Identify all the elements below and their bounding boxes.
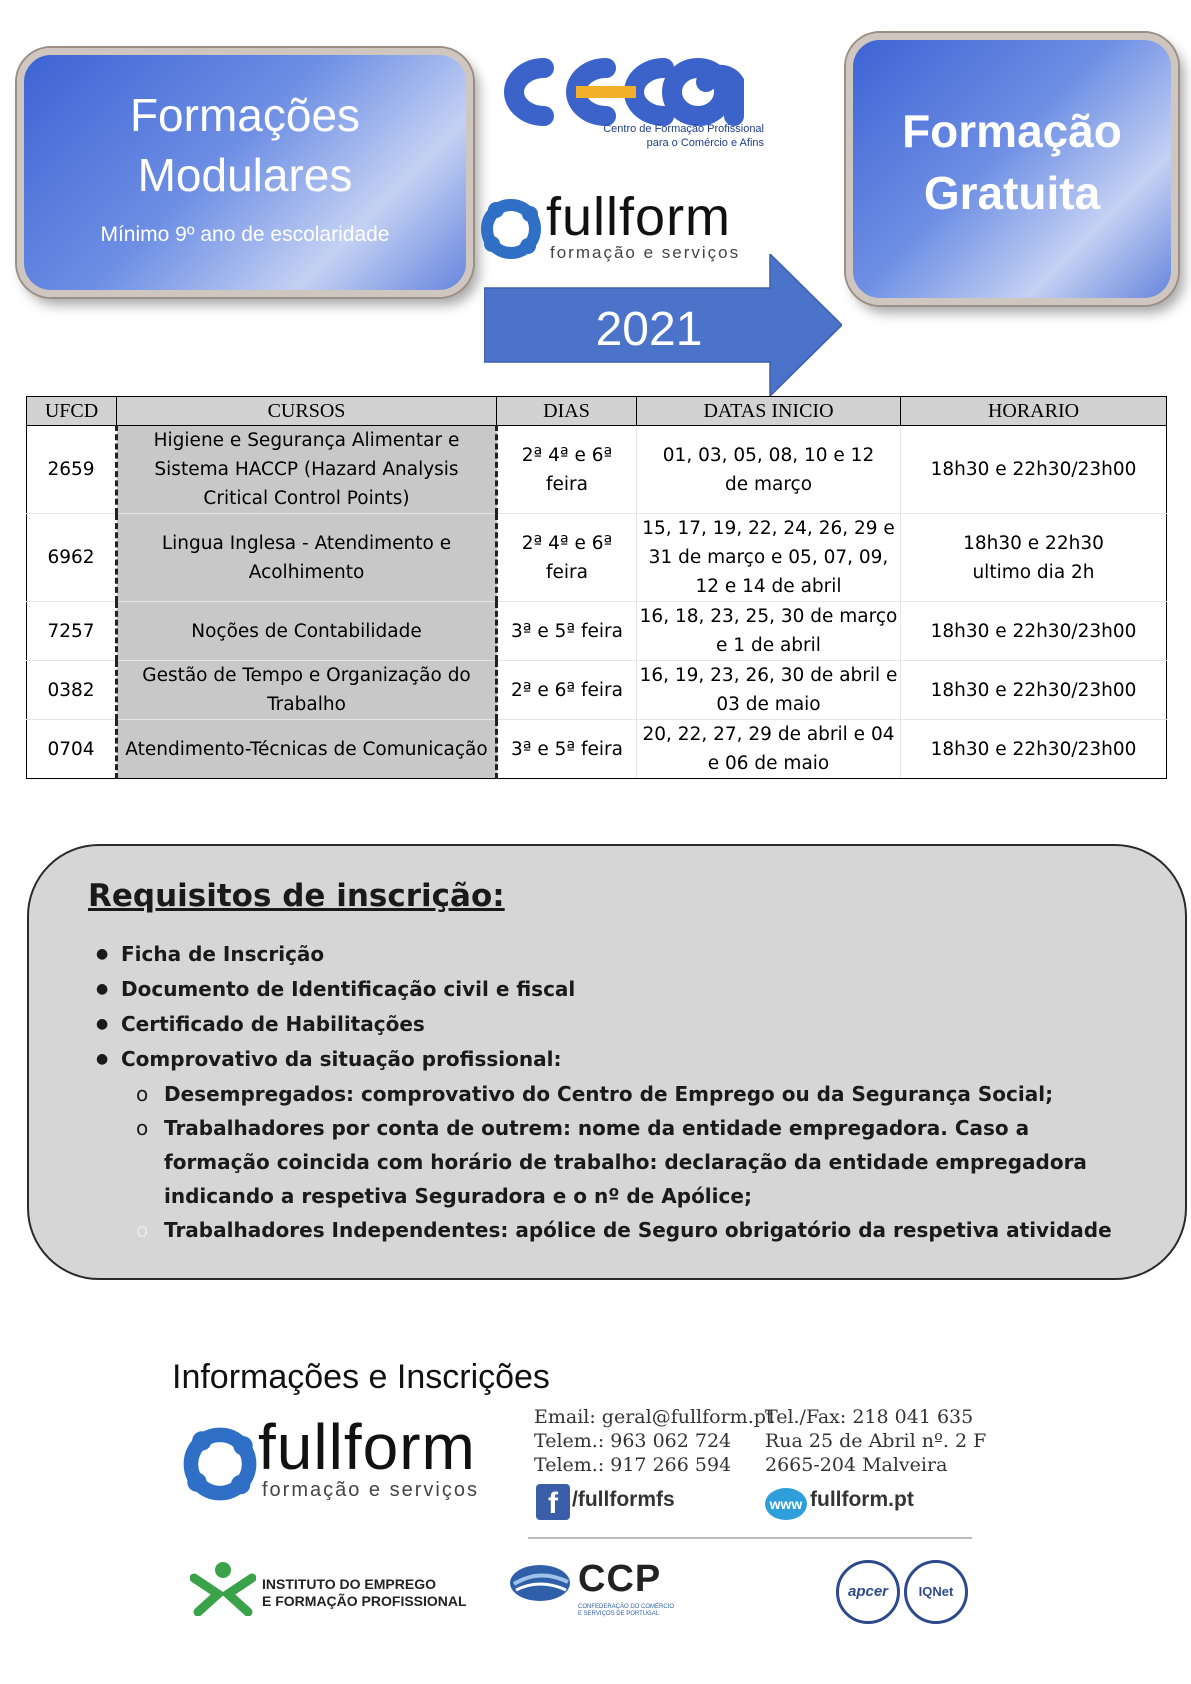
sub-list-item [96,1111,1136,1213]
ccp-logo-icon [508,1562,572,1604]
course-name: Higiene e Segurança Alimentar e Sistema HACCP (Hazard Analysis Critical Control Points) [117,426,497,514]
table-row [27,661,1167,720]
modular-training-box [17,48,473,297]
footer-divider [528,1537,972,1539]
fullform-logo-icon [478,196,544,262]
course-schedule: 18h30 e 22h30/23h00 [901,720,1167,779]
header-datas-inicio: DATAS INICIO [637,397,901,426]
ufcd-code: 6962 [27,514,117,602]
ufcd-code: 2659 [27,426,117,514]
header-cursos: CURSOS [117,397,497,426]
fullform-footer-tagline: formação e serviços [262,1479,479,1501]
course-name: Gestão de Tempo e Organização do Trabalho [117,661,497,720]
cecoa-tagline-line2: para o Comércio e Afins [646,137,764,149]
cecoa-tagline [540,122,764,150]
list-item [96,1007,1136,1042]
course-schedule-table [26,396,1167,779]
course-start-dates: 16, 18, 23, 25, 30 de março e 1 de abril [637,602,901,661]
course-days: 3ª e 5ª feira [497,720,637,779]
contact-telfax: Tel./Fax: 218 041 635 [765,1406,974,1428]
facebook-icon: f [536,1484,570,1520]
contact-email[interactable]: Email: geral@fullform.pt [534,1406,774,1428]
course-start-dates: 20, 22, 27, 29 de abril e 04 e 06 de maio [637,720,901,779]
cecoa-letter-c2 [634,68,664,116]
contact-address-line-1: Rua 25 de Abril nº. 2 F [765,1430,987,1452]
requirement-text: Certificado de Habilitações [121,1012,425,1036]
contact-address-line-2: 2665-204 Malveira [765,1454,948,1476]
sub-list-item [96,1077,1136,1111]
requirements-list [96,937,1136,1247]
course-name: Lingua Inglesa - Atendimento e Acolhimento [117,514,497,602]
fullform-tagline: formação e serviços [550,243,741,262]
ufcd-code: 0382 [27,661,117,720]
table-row [27,426,1167,514]
table-row [27,602,1167,661]
requirements-title: Requisitos de inscrição: [88,878,505,914]
bullet-icon: ● [96,1016,109,1032]
ccp-wordmark: CCP [578,1558,662,1600]
header-ufcd: UFCD [27,397,117,426]
sub-requirement-text: Trabalhadores por conta de outrem: nome da entidade empregadora. Caso a formação coincida com horário de trabalho: declaração da entidade empregadora indicando a respetiva Seguradora e o nº de Apólice; [164,1116,1087,1208]
iqnet-logo: IQNet [904,1560,968,1624]
fullform-footer-wordmark: fullform [258,1411,476,1483]
contact-phone-1: Telem.: 963 062 724 [534,1430,732,1452]
bullet-icon: ● [96,946,109,962]
cecoa-letter-c1 [514,68,544,116]
requirement-text: Documento de Identificação civil e fiscal [121,977,576,1001]
course-name: Noções de Contabilidade [117,602,497,661]
header-horario: HORARIO [901,397,1167,426]
requirement-text: Ficha de Inscrição [121,942,325,966]
apcer-logo: apcer [836,1560,900,1624]
free-title-line-2: Gratuita [923,167,1101,219]
contact-phone-2: Telem.: 917 266 594 [534,1454,732,1476]
iefp-text [262,1576,467,1610]
ufcd-code: 0704 [27,720,117,779]
table-header-row [27,397,1167,426]
minimum-education-note: Mínimo 9º ano de escolaridade [100,223,390,246]
course-schedule: 18h30 e 22h30/23h00 [901,661,1167,720]
free-training-title [853,100,1171,224]
list-item [96,972,1136,1007]
fullform-footer-logo-icon [180,1424,260,1504]
contact-block-left [534,1405,774,1477]
course-name: Atendimento-Técnicas de Comunicação [117,720,497,779]
cecoa-tagline-line1: Centro de Formação Profissional [603,123,764,135]
header-dias: DIAS [497,397,637,426]
iefp-line-1: INSTITUTO DO EMPREGO [262,1576,436,1592]
requirement-text: Comprovativo da situação profissional: [121,1047,562,1071]
course-schedule: 18h30 e 22h30/23h00 [901,602,1167,661]
cecoa-accent-bar [576,86,636,98]
course-days: 3ª e 5ª feira [497,602,637,661]
bullet-icon: ● [96,981,109,997]
sub-list-item [96,1213,1136,1247]
circle-bullet-icon: o [136,1082,149,1106]
ccp-subtitle: CONFEDERAÇÃO DO COMÉRCIO E SERVIÇOS DE PORTUGAL [578,1604,675,1617]
course-schedule: 18h30 e 22h30/23h00 [901,426,1167,514]
table-row [27,720,1167,779]
title-line-1: Formações [129,89,361,141]
modular-training-title [24,85,466,205]
free-training-box [846,33,1178,305]
fullform-wordmark: fullform [546,187,732,247]
ufcd-code: 7257 [27,602,117,661]
list-item [96,1042,1136,1077]
list-item [96,937,1136,972]
table-row [27,514,1167,602]
course-days: 2ª 4ª e 6ª feira [497,426,637,514]
circle-bullet-icon: o [136,1218,149,1242]
course-start-dates: 15, 17, 19, 22, 24, 26, 29 e 31 de março e 05, 07, 09, 12 e 14 de abril [637,514,901,602]
contact-block-right [765,1405,986,1477]
course-days: 2ª e 6ª feira [497,661,637,720]
facebook-link[interactable]: /fullformfs [572,1488,675,1511]
globe-icon: www [765,1488,807,1520]
free-title-line-1: Formação [902,105,1122,157]
sub-requirement-text: Trabalhadores Independentes: apólice de Seguro obrigatório da respetiva atividade [164,1218,1112,1242]
course-start-dates: 16, 19, 23, 26, 30 de abril e 03 de maio [637,661,901,720]
info-registration-title: Informações e Inscrições [172,1358,550,1396]
title-line-2: Modulares [137,149,353,201]
iefp-logo-icon [190,1560,256,1616]
iefp-line-2: E FORMAÇÃO PROFISSIONAL [262,1593,467,1609]
course-days: 2ª 4ª e 6ª feira [497,514,637,602]
sub-requirement-text: Desempregados: comprovativo do Centro de Emprego ou da Segurança Social; [164,1082,1054,1106]
bullet-icon: ● [96,1051,109,1067]
circle-bullet-icon: o [136,1116,149,1140]
course-start-dates: 01, 03, 05, 08, 10 e 12 de março [637,426,901,514]
year-label: 2021 [595,303,703,356]
website-link[interactable]: fullform.pt [810,1488,914,1511]
course-schedule: 18h30 e 22h30 ultimo dia 2h [901,514,1167,602]
